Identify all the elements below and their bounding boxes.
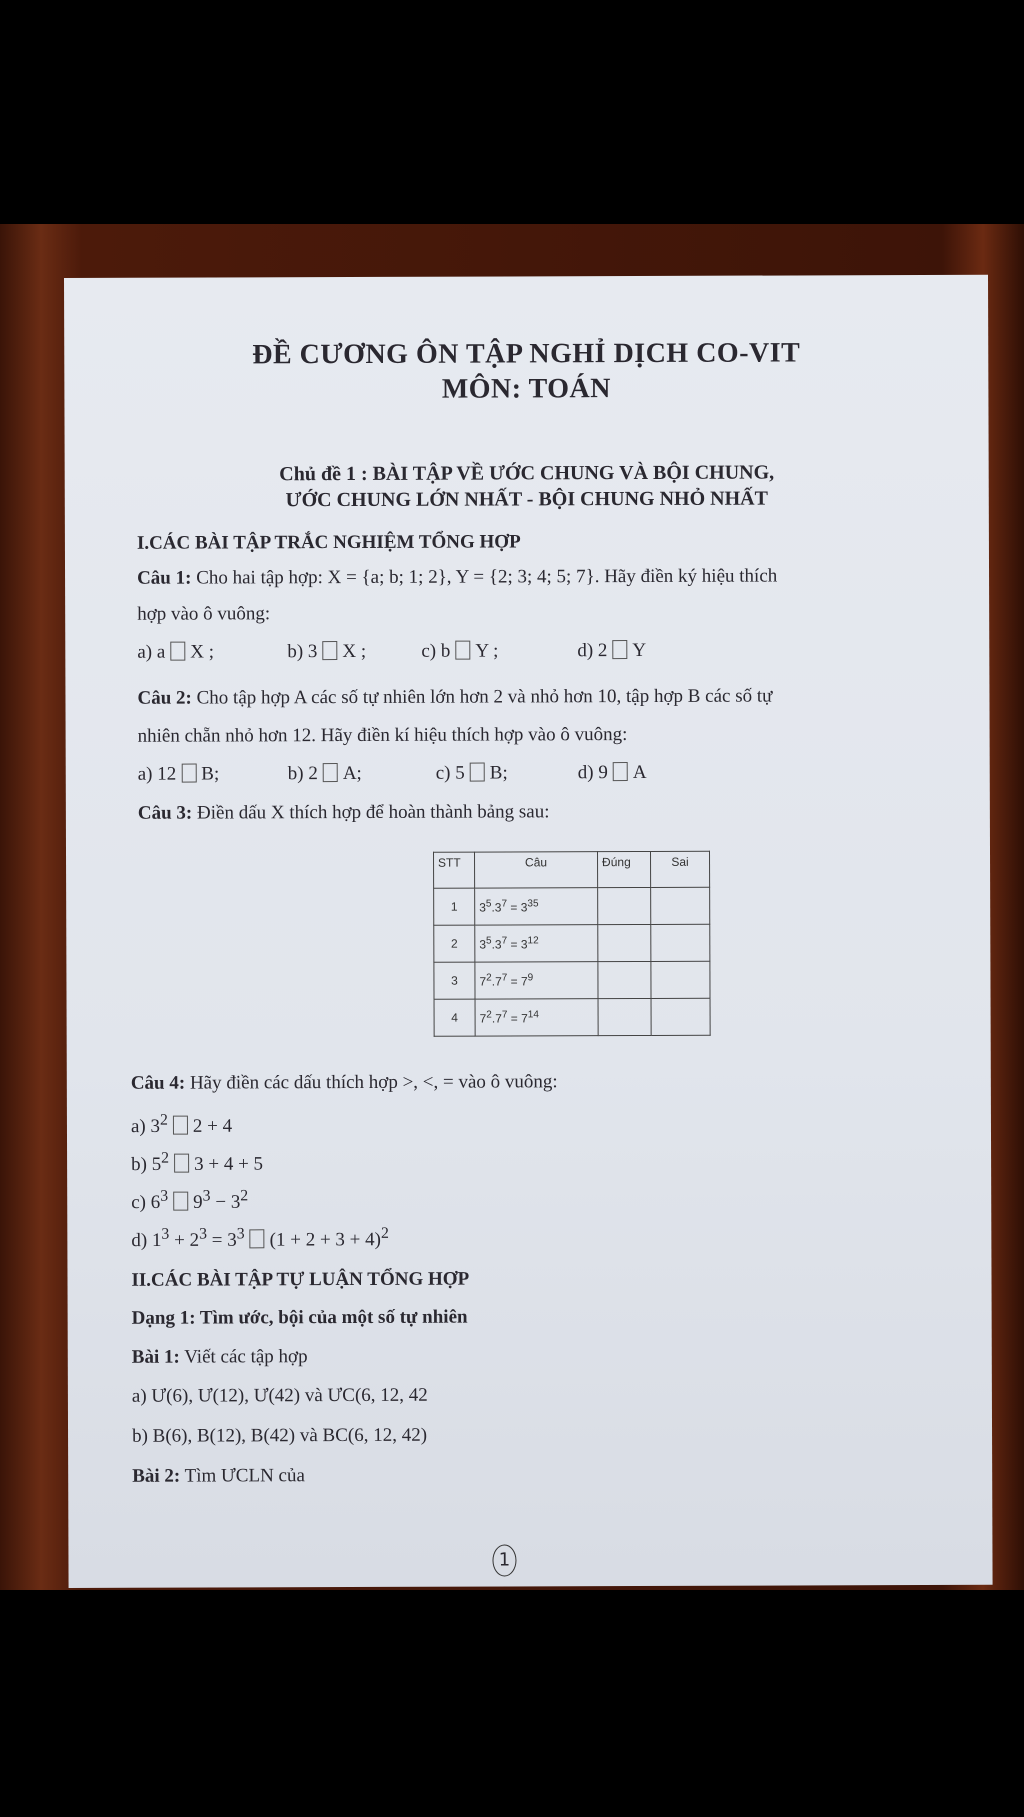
row-number: 3 <box>434 962 475 999</box>
dang1-heading: Dạng 1: Tìm ước, bội của một số tự nhiên <box>131 1306 468 1329</box>
true-cell <box>598 887 651 924</box>
bai2-heading: Bài 2: Tìm ƯCLN của <box>132 1465 305 1487</box>
bai1-label: Bài 1: <box>131 1346 180 1368</box>
topic-heading-line1: Chủ đề 1 : BÀI TẬP VỀ ƯỚC CHUNG VÀ BỘI CHUNG, <box>279 461 775 486</box>
table-row <box>434 961 710 999</box>
q4-item-c: c) $6^3$ $9^3 - 3^2$ <box>131 1187 249 1214</box>
q1-option-c: c) b Y ; <box>421 640 499 662</box>
section1-title: I.CÁC BÀI TẬP TRẮC NGHIỆM TỔNG HỢP <box>136 531 521 554</box>
table-row <box>434 887 710 925</box>
false-cell <box>651 924 710 961</box>
row-expression: $7^2.7^7 = 7^{14}$ <box>475 999 598 1036</box>
q1-text-line2: hợp vào ô vuông: <box>137 603 271 625</box>
true-cell <box>598 961 651 998</box>
q2-text-line2: nhiên chẵn nhỏ hơn 12. Hãy điền kí hiệu thích hợp vào ô vuông: <box>137 724 628 747</box>
q2-text: Cho tập hợp A các số tự nhiên lớn hơn 2 và nhỏ hơn 10, tập hợp B các số tự <box>191 685 773 709</box>
q4-item-a: a) $3^2$ 2 + 4 <box>130 1111 233 1138</box>
q1-text-line1 <box>137 566 777 590</box>
q4-text: Câu 4: Hãy điền các dấu thích hợp >, <, = vào ô vuông: <box>130 1071 558 1094</box>
q1-option-d: d) 2 Y <box>577 639 647 662</box>
row-number: 1 <box>434 888 475 925</box>
q4-item-b: b) $5^2$ 3 + 4 + 5 <box>131 1149 264 1176</box>
true-cell <box>598 924 651 961</box>
document-title-line2: MÔN: TOÁN <box>441 373 612 405</box>
q4-item-d: d) $1^3 + 2^3 = 3^3$ $(1 + 2 + 3 + 4)^2$ <box>131 1224 389 1252</box>
answer-box <box>174 1154 189 1173</box>
q1-option-a: a) a X ; <box>137 641 215 663</box>
q2-option-a: a) 12 B; <box>137 763 220 785</box>
table-header-question: Câu <box>475 852 598 888</box>
false-cell <box>651 961 710 998</box>
table-header-true: Đúng <box>598 851 651 887</box>
false-cell <box>651 998 710 1035</box>
row-expression: $3^5.3^7 = 3^{35}$ <box>475 888 598 925</box>
false-cell <box>651 887 710 924</box>
worksheet-paper <box>64 275 993 1588</box>
true-cell <box>598 998 651 1035</box>
section2-title: II.CÁC BÀI TẬP TỰ LUẬN TỔNG HỢP <box>131 1268 470 1291</box>
table-header-row <box>434 851 710 888</box>
q4-label: Câu 4: <box>130 1072 186 1094</box>
bai1-item-b: b) B(6), B(12), B(42) và BC(6, 12, 42) <box>132 1424 428 1447</box>
bai1-item-a: a) Ư(6), Ư(12), Ư(42) và ƯC(6, 12, 42 <box>131 1384 428 1407</box>
answer-box <box>173 1116 188 1135</box>
q1-text: Cho hai tập hợp: X = {a; b; 1; 2}, Y = {2; 3; 4; 5; 7}. Hãy điền ký hiệu thích <box>191 565 778 589</box>
table-header-false: Sai <box>651 851 710 887</box>
q2-text-line1 <box>137 686 772 710</box>
row-expression: $3^5.3^7 = 3^{12}$ <box>475 925 598 962</box>
topic-heading-line2: ƯỚC CHUNG LỚN NHẤT - BỘI CHUNG NHỎ NHẤT <box>285 487 768 512</box>
answer-box <box>173 1192 188 1211</box>
document-title-line1: ĐỀ CƯƠNG ÔN TẬP NGHỈ DỊCH CO-VIT <box>252 337 801 371</box>
table-row <box>434 998 710 1036</box>
answer-box <box>612 640 627 659</box>
bai1-heading: Bài 1: Viết các tập hợp <box>131 1346 308 1368</box>
row-expression: $7^2.7^7 = 7^9$ <box>475 962 598 999</box>
table-header-stt: STT <box>434 852 475 888</box>
answer-box <box>170 642 185 661</box>
q2-option-b: b) 2 A; <box>287 762 362 785</box>
table-row <box>434 924 710 962</box>
q1-option-b: b) 3 X ; <box>287 640 367 663</box>
answer-box <box>470 763 485 782</box>
true-false-table <box>433 851 711 1037</box>
q1-label: Câu 1: <box>137 567 192 589</box>
answer-box <box>181 764 196 783</box>
answer-box <box>250 1230 265 1249</box>
answer-box <box>613 762 628 781</box>
bai2-label: Bài 2: <box>132 1465 181 1487</box>
answer-box <box>455 641 470 660</box>
q2-label: Câu 2: <box>137 687 192 709</box>
answer-box <box>323 763 338 782</box>
q3-text: Câu 3: Điền dấu X thích hợp để hoàn thành bảng sau: <box>137 801 550 824</box>
answer-box <box>322 641 337 660</box>
handwritten-page-number: 1 <box>492 1544 516 1576</box>
q3-label: Câu 3: <box>137 802 193 824</box>
q2-option-c: c) 5 B; <box>435 762 508 784</box>
row-number: 4 <box>434 999 475 1036</box>
q2-option-d: d) 9 A <box>577 761 647 784</box>
row-number: 2 <box>434 925 475 962</box>
